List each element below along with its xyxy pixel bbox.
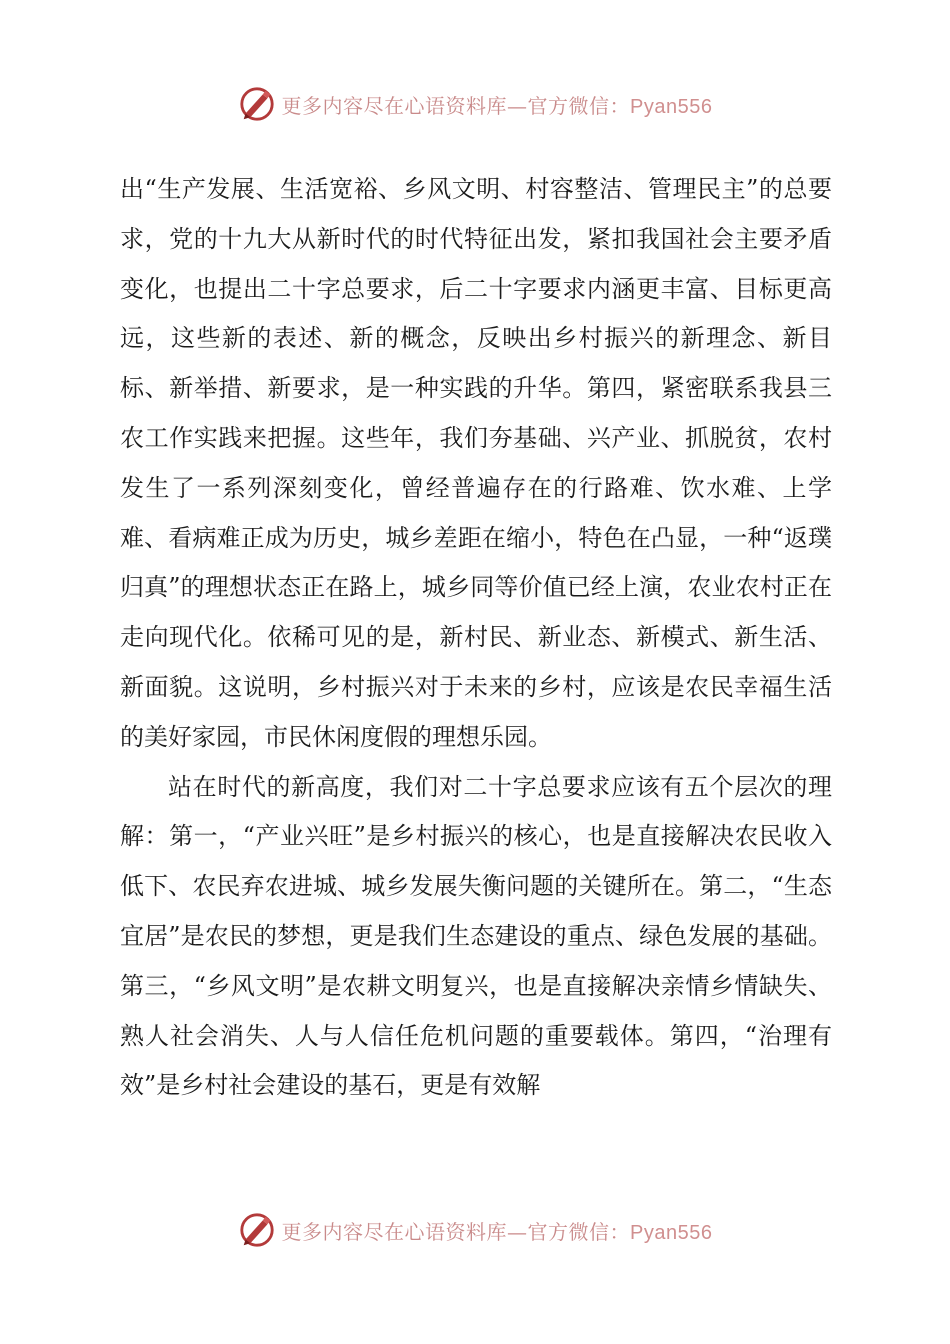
watermark-handle: Pyan556 <box>630 1221 713 1244</box>
watermark-site-text: 更多内容尽在心语资料库—官方微信： <box>281 93 631 118</box>
watermark-text <box>282 1216 713 1245</box>
watermark-group <box>238 1211 713 1249</box>
pen-logo-icon <box>238 1211 276 1249</box>
pen-logo-icon <box>238 85 276 123</box>
footer-watermark <box>0 1210 950 1250</box>
watermark-handle: Pyan556 <box>630 95 713 118</box>
watermark-text <box>282 90 713 119</box>
watermark-group <box>238 85 713 123</box>
paragraph-2: 站在时代的新高度，我们对二十字总要求应该有五个层次的理解：第一，“产业兴旺”是乡村振兴的核心，也是直接解决农民收入低下、农民弃农进城、城乡发展失衡问题的关键所在。第二，“生态宜居”是农民的梦想，更是我们生态建设的重点、绿色发展的基础。第三，“乡风文明”是农耕文明复兴，也是直接解决亲情乡情缺失、熟人社会消失、人与人信任危机问题的重要载体。第四，“治理有效”是乡村社会建设的基石，更是有效解 <box>120 772 832 1100</box>
body-text <box>120 165 832 1111</box>
header-watermark <box>0 84 950 124</box>
paragraph-1: 出“生产发展、生活宽裕、乡风文明、村容整洁、管理民主”的总要求，党的十九大从新时代的时代特征出发，紧扣我国社会主要矛盾变化，也提出二十字总要求，后二十字要求内涵更丰富、目标更高远，这些新的表述、新的概念，反映出乡村振兴的新理念、新目标、新举措、新要求，是一种实践的升华。第四，紧密联系我县三农工作实践来把握。这些年，我们夯基础、兴产业、抓脱贫，农村发生了一系列深刻变化，曾经普遍存在的行路难、饮水难、上学难、看病难正成为历史，城乡差距在缩小，特色在凸显，一种“返璞归真”的理想状态正在路上，城乡同等价值已经上演，农业农村正在走向现代化。依稀可见的是，新村民、新业态、新模式、新生活、新面貌。这说明，乡村振兴对于未来的乡村，应该是农民幸福生活的美好家园，市民休闲度假的理想乐园。 <box>120 175 832 751</box>
watermark-site-text: 更多内容尽在心语资料库—官方微信： <box>281 1219 631 1244</box>
